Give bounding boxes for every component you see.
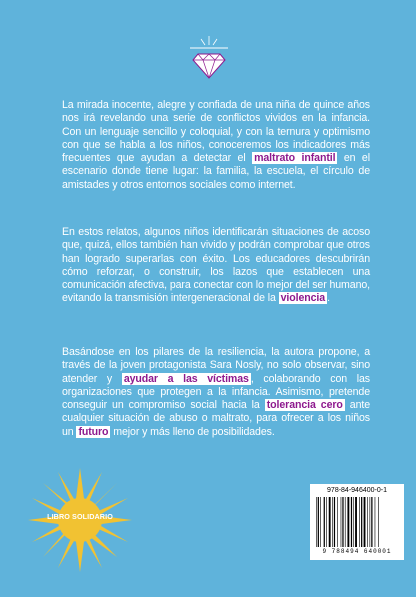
barcode-bars [316,497,398,547]
badge-label: LIBRO SOLIDARIO [47,512,113,521]
barcode-bar [318,497,319,547]
text-segment: ante cualquier situación de abuso o maltrato, para ofrecer a los niños un [62,399,371,438]
text-segment: en el escenario donde tiene lugar: la familia, la escuela, el círculo de amistades y otros entornos sociales como internet. [62,152,370,191]
barcode-bar [367,497,368,547]
barcode-bar [345,497,346,547]
paragraph-2 [62,226,370,306]
text-segment: La mirada inocente, alegre y confiada de una niña de quince años nos irá revelando una serie de conflictos vividos en la infancia. Con un lenguaje sencillo y coloquial, y con la ternura y optimismo con que se habla a los niños, conoceremos los indicadores más frecuentes que ayudan a detectar el [62,99,370,165]
barcode-bar [326,497,327,547]
barcode-bar [351,497,352,547]
highlighted-phrase: futuro [78,425,109,438]
highlighted-phrase: maltrato infantil [254,152,336,165]
barcode-bar [329,497,331,547]
barcode-bar [324,497,325,547]
barcode-bar [334,497,335,547]
barcode-bar [347,497,349,547]
barcode-bar [361,497,362,547]
text-segment: Basándose en los pilares de la resiliencia, la autora propone, a través de la joven protagonista Sara Nosly, no solo observar, sino atender y [62,346,370,385]
barcode-bar [371,497,372,547]
barcode-bar [353,497,354,547]
barcode-bar [316,497,317,547]
barcode [310,484,404,560]
highlighted-phrase: tolerancia cero [266,399,343,412]
barcode-bar [359,497,360,547]
barcode-bar [375,497,376,547]
text-segment: mejor y más lleno de posibilidades. [110,425,275,438]
highlighted-phrase: ayudar a las víctimas [123,372,249,385]
barcode-digits: 9 788494 640001 [322,548,392,555]
barcode-bar [364,497,366,547]
barcode-bar [370,497,371,547]
text-segment: En estos relatos, algunos niños identificarán situaciones de acoso que, quizá, ellos también han vivido y podrán comprobar que otros han logrado superarlas con éxito. Los educadores descubrirán cómo reforzar, o construir, los lazos que establecen una comunicación afectiva, para conectar con lo mejor del ser humano, evitando la transmisión intergeneracional de la [62,226,370,305]
barcode-bar [355,497,357,547]
barcode-bar [342,497,343,547]
diamond-icon [184,18,234,88]
barcode-bar [332,497,333,547]
barcode-bar [320,497,321,547]
barcode-bar [378,497,379,547]
paragraph-3 [62,346,370,439]
text-segment: , colaborando con las organizaciones que protegen a la infancia. Asimismo, pretende conseguir un compromiso social hacia la [62,372,370,412]
isbn-text: 978-84-946400-0-1 [327,487,387,494]
barcode-bar [337,497,338,547]
paragraph-1 [62,99,370,192]
text-segment: . [327,292,330,305]
highlighted-phrase: violencia [280,292,326,305]
barcode-bar [341,497,342,547]
